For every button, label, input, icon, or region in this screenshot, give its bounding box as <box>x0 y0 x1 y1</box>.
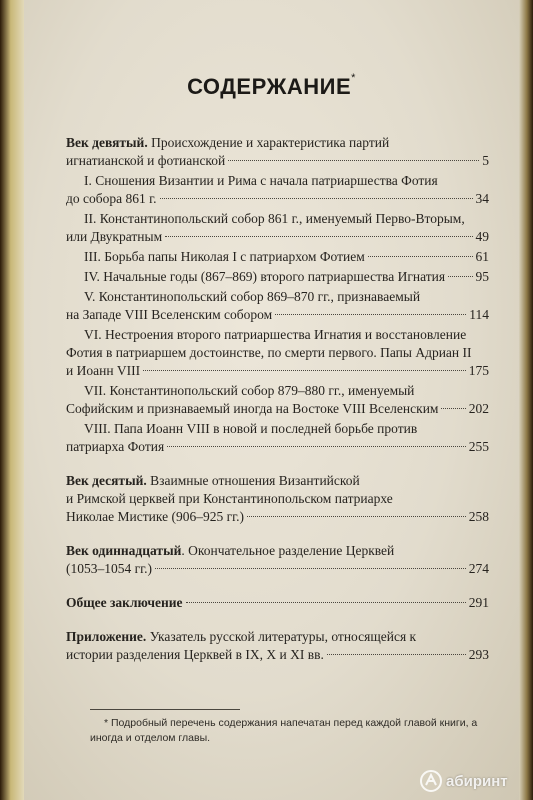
dot-leader <box>327 654 466 655</box>
watermark: абиринт <box>420 766 533 796</box>
page-number: 34 <box>475 191 489 206</box>
page-number: 49 <box>475 229 489 244</box>
page-number: 202 <box>468 401 489 416</box>
toc-entry-chapter-5[interactable]: V. Константинопольский собор 869–870 гг., признаваемый на Западе VIII Вселенским собором 114 <box>66 289 489 322</box>
page-number: 114 <box>469 307 489 322</box>
page-number: 293 <box>468 647 489 662</box>
dot-leader <box>448 276 472 277</box>
page-number: 258 <box>468 509 489 524</box>
page-number: 95 <box>475 269 489 284</box>
footnote: * Подробный перечень содержания напечатан перед каждой главой книги, а иногда и отделом главы. <box>90 717 478 744</box>
toc-entry-chapter-7[interactable]: VII. Константинопольский собор 879–880 гг., именуемый Софийским и признаваемый иногда на Востоке VIII Вселенским 202 <box>66 383 489 416</box>
dot-leader <box>368 256 473 257</box>
toc-entry-conclusion[interactable]: Общее заключение 291 <box>66 595 489 610</box>
dot-leader <box>143 370 466 371</box>
book-edge-left <box>0 0 24 800</box>
page-number: 61 <box>475 249 489 264</box>
table-of-contents <box>24 134 519 664</box>
dot-leader <box>228 160 479 161</box>
toc-entry-chapter-6[interactable]: VI. Нестроения второго патриаршества Игнатия и восстановление Фотия в патриаршем достоинстве, по смерти первого. Папы Адриан II и Иоанн VIII 175 <box>66 327 489 378</box>
page-number: 5 <box>482 153 489 168</box>
dot-leader <box>160 198 473 199</box>
page-number: 274 <box>468 561 489 576</box>
toc-entry-century-9[interactable]: Век девятый. Происхождение и характеристика партий игнатианской и фотианской 5 <box>66 135 489 168</box>
toc-entry-century-10[interactable]: Век десятый. Взаимные отношения Византийской и Римской церквей при Константинопольском патриархе Николае Мистике (906–925 гг.) 258 <box>66 473 489 524</box>
page-number: 175 <box>468 363 489 378</box>
toc-entry-chapter-8[interactable]: VIII. Папа Иоанн VIII в новой и последней борьбе против патриарха Фотия 255 <box>66 421 489 454</box>
page-number: 291 <box>468 595 489 610</box>
toc-entry-century-11[interactable]: Век одиннадцатый. Окончательное разделение Церквей (1053–1054 гг.) 274 <box>66 543 489 576</box>
book-edge-right <box>519 0 533 800</box>
dot-leader <box>186 602 466 603</box>
labyrinth-logo-icon <box>420 770 442 792</box>
page-title: СОДЕРЖАНИЕ* <box>187 72 356 99</box>
dot-leader <box>155 568 466 569</box>
footnote-rule <box>90 709 240 710</box>
dot-leader <box>275 314 466 315</box>
page-number: 255 <box>468 439 489 454</box>
dot-leader <box>441 408 465 409</box>
dot-leader <box>247 516 466 517</box>
toc-entry-chapter-4[interactable]: IV. Начальные годы (867–869) второго патриаршества Игнатия 95 <box>84 269 489 284</box>
book-page <box>24 0 519 800</box>
toc-entry-chapter-1[interactable]: I. Сношения Византии и Рима с начала патриаршества Фотия до собора 861 г. 34 <box>66 173 489 206</box>
toc-entry-chapter-2[interactable]: II. Константинопольский собор 861 г., именуемый Перво-Вторым, или Двукратным 49 <box>66 211 489 244</box>
toc-entry-appendix[interactable]: Приложение. Указатель русской литературы, относящейся к истории разделения Церквей в IX, X и XI вв. 293 <box>66 629 489 662</box>
dot-leader <box>165 236 472 237</box>
dot-leader <box>167 446 466 447</box>
toc-entry-chapter-3[interactable]: III. Борьба папы Николая I с патриархом Фотием 61 <box>84 249 489 264</box>
